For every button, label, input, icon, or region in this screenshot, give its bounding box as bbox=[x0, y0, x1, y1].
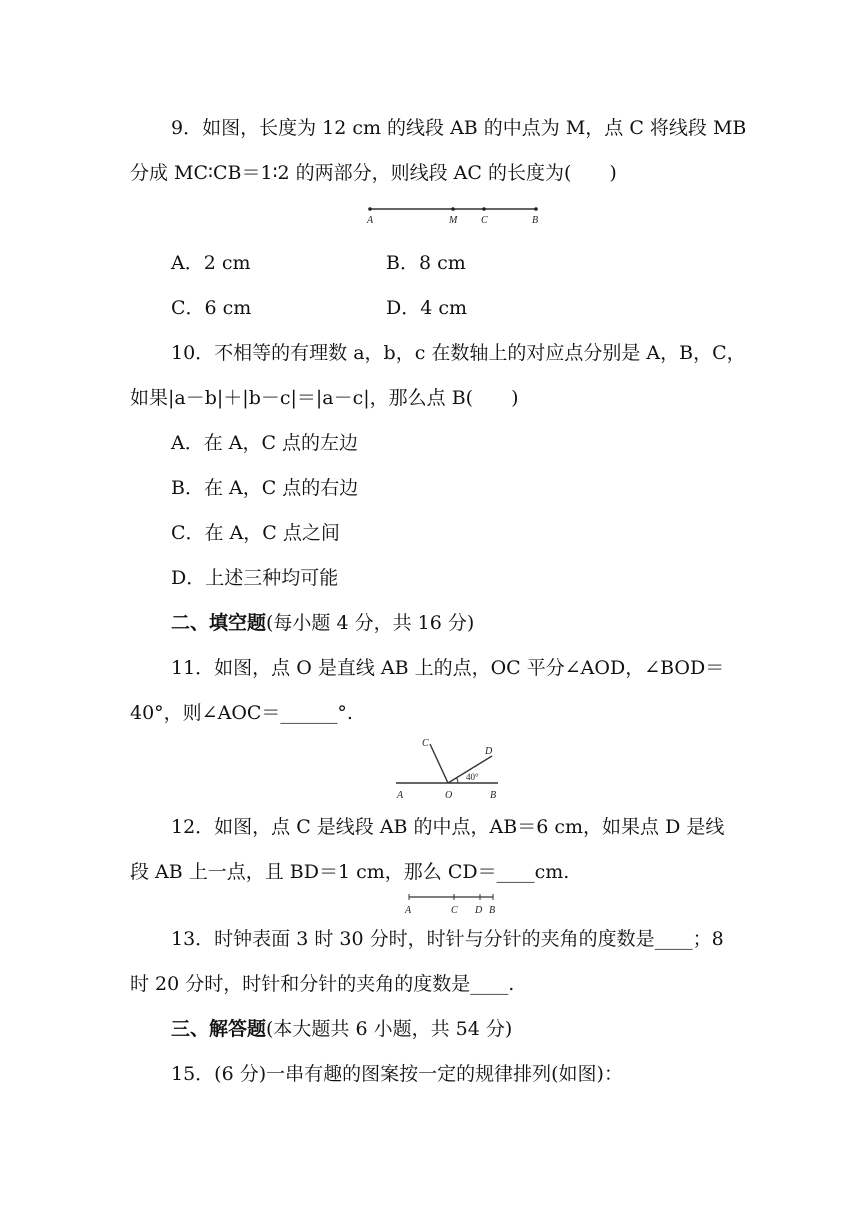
label-o: O bbox=[445, 790, 453, 801]
q10-line-1: 10．不相等的有理数 a，b，c 在数轴上的对应点分别是 A，B，C， bbox=[171, 342, 746, 364]
q9-line-2: 分成 MC∶CB＝1∶2 的两部分，则线段 AC 的长度为( ) bbox=[130, 162, 617, 184]
q13-line-1: 13．时钟表面 3 时 30 分时，时针与分针的夹角的度数是____；8 bbox=[171, 928, 724, 950]
label-b: B bbox=[489, 905, 496, 916]
label-b: B bbox=[532, 215, 539, 226]
label-a: A bbox=[397, 790, 404, 801]
q10-option-a[interactable]: A．在 A，C 点的左边 bbox=[171, 432, 359, 454]
label-c: C bbox=[451, 905, 458, 916]
q9-segment-figure bbox=[360, 200, 550, 230]
q12-segment-figure bbox=[398, 890, 502, 918]
q9-option-c[interactable]: C．6 cm bbox=[171, 297, 252, 319]
q9-option-b[interactable]: B．8 cm bbox=[386, 252, 466, 274]
label-a: A bbox=[367, 215, 374, 226]
section-3-note: (本大题共 6 小题，共 54 分) bbox=[266, 1018, 513, 1040]
q12-line-2: 段 AB 上一点，且 BD＝1 cm，那么 CD＝____cm. bbox=[130, 861, 570, 883]
point-c bbox=[482, 207, 486, 211]
section-2-note: (每小题 4 分，共 16 分) bbox=[266, 612, 475, 634]
section-3-title: 三、解答题 bbox=[171, 1018, 267, 1040]
q10-option-b[interactable]: B．在 A，C 点的右边 bbox=[171, 477, 359, 499]
q9-options-row-2 bbox=[0, 293, 860, 323]
ray-oc bbox=[430, 744, 448, 783]
point-m bbox=[451, 207, 455, 211]
q11-line-2: 40°，则∠AOC＝______°. bbox=[130, 702, 353, 724]
q13-line-2: 时 20 分时，时针和分针的夹角的度数是____. bbox=[130, 973, 515, 995]
section-2-title: 二、填空题 bbox=[171, 612, 267, 634]
q9-line-1: 9．如图，长度为 12 cm 的线段 AB 的中点为 M，点 C 将线段 MB bbox=[171, 117, 747, 139]
point-b bbox=[534, 207, 538, 211]
q9-option-a[interactable]: A．2 cm bbox=[171, 252, 251, 274]
angle-arc bbox=[457, 778, 459, 783]
q10-line-2: 如果|a－b|＋|b－c|＝|a－c|，那么点 B( ) bbox=[130, 387, 519, 409]
q9-options-row-1 bbox=[0, 248, 860, 278]
label-d: D bbox=[485, 746, 493, 757]
section-3-heading bbox=[0, 1014, 860, 1044]
label-m: M bbox=[449, 215, 458, 226]
label-c: C bbox=[422, 738, 429, 749]
label-angle-40: 40° bbox=[466, 772, 479, 782]
q10-option-c[interactable]: C．在 A，C 点之间 bbox=[171, 522, 340, 544]
q11-angle-figure bbox=[390, 734, 510, 802]
point-a bbox=[368, 207, 372, 211]
q12-line-1: 12．如图，点 C 是线段 AB 的中点，AB＝6 cm，如果点 D 是线 bbox=[171, 816, 725, 838]
section-2-heading bbox=[0, 608, 860, 638]
q11-line-1: 11．如图，点 O 是直线 AB 上的点，OC 平分∠AOD，∠BOD＝ bbox=[171, 657, 725, 679]
label-a: A bbox=[405, 905, 412, 916]
label-c: C bbox=[481, 215, 488, 226]
label-d: D bbox=[475, 905, 483, 916]
q15-line-1: 15．(6 分)一串有趣的图案按一定的规律排列(如图)： bbox=[171, 1063, 623, 1085]
q10-option-d[interactable]: D．上述三种均可能 bbox=[171, 567, 339, 589]
label-b: B bbox=[490, 790, 497, 801]
q9-option-d[interactable]: D．4 cm bbox=[386, 297, 468, 319]
